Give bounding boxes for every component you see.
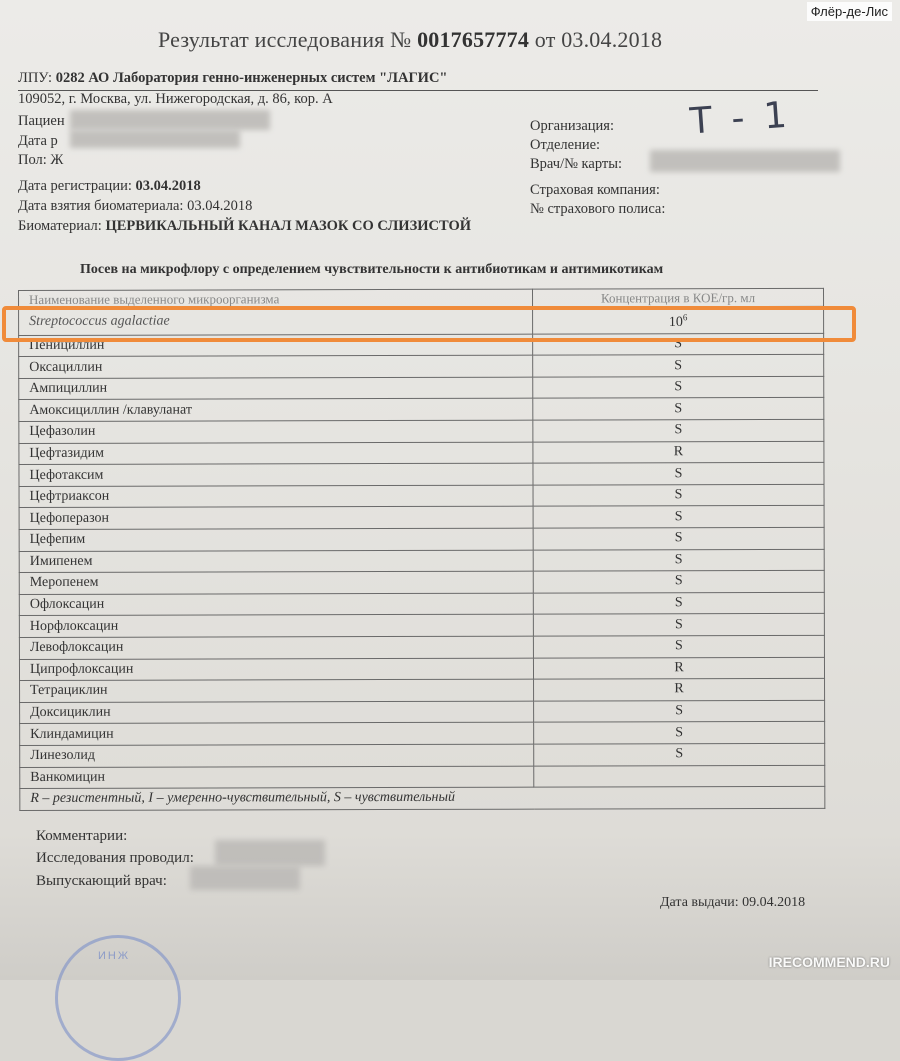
antibiotic-name: Цефотаксим xyxy=(19,463,533,486)
table-row xyxy=(20,679,825,703)
lpu-value: 0282 АО Лаборатория генно-инженерных систем "ЛАГИС" xyxy=(55,70,448,86)
table-row xyxy=(20,700,825,724)
document-title xyxy=(158,27,662,53)
sensitivity-value: S xyxy=(533,549,824,571)
antibiotic-name: Цефазолин xyxy=(19,420,533,443)
sensitivity-value: S xyxy=(533,333,824,355)
policy-label: № страхового полиса: xyxy=(530,201,666,217)
table-row xyxy=(19,463,824,487)
insurance-label: Страховая компания: xyxy=(530,182,660,198)
antibiotic-name: Ципрофлоксацин xyxy=(19,658,533,681)
sensitivity-value: S xyxy=(533,527,824,549)
table-row xyxy=(19,506,824,530)
table-row xyxy=(19,657,824,681)
redacted-doctor xyxy=(650,150,840,172)
sex-line xyxy=(18,152,63,169)
antibiotic-name: Цефтазидим xyxy=(19,442,533,465)
col-concentration-header: Концентрация в КОЕ/гр. мл xyxy=(532,288,823,307)
sensitivity-value: S xyxy=(533,355,824,377)
legend-text: R – резистентный, I – умеренно-чувствительный, S – чувствительный xyxy=(20,787,825,811)
table-row xyxy=(19,549,824,573)
lpu-label: ЛПУ: xyxy=(18,70,53,86)
title-prefix: Результат исследования № xyxy=(158,27,412,52)
organism-name: Streptococcus agalactiae xyxy=(19,307,533,335)
antibiotic-name: Имипенем xyxy=(19,550,533,573)
sensitivity-value: S xyxy=(533,376,824,398)
table-row xyxy=(19,635,824,659)
antibiotic-name: Меропенем xyxy=(19,571,533,594)
table-row xyxy=(19,376,824,400)
antibiotic-name: Ванкомицин xyxy=(20,766,534,789)
antibiotic-name: Пенициллин xyxy=(19,334,533,357)
table-row xyxy=(19,592,824,616)
issuing-doctor-label: Выпускающий врач: xyxy=(36,873,167,889)
sensitivity-value: S xyxy=(533,614,824,636)
antibiotic-name: Цефоперазон xyxy=(19,507,533,530)
sensitivity-value: S xyxy=(533,635,824,657)
section-title: Посев на микрофлору с определением чувствительности к антибиотикам и антимикотикам xyxy=(80,262,664,277)
table-row xyxy=(19,614,824,638)
registration-date-label: Дата регистрации: xyxy=(18,178,132,194)
sensitivity-value: S xyxy=(534,743,825,765)
table-row xyxy=(19,355,824,379)
sample-date-label: Дата взятия биоматериала: xyxy=(18,198,184,214)
table-row xyxy=(20,743,825,767)
sensitivity-value: S xyxy=(533,592,824,614)
sample-date-line xyxy=(18,198,252,215)
antibiotic-name: Цефтриаксон xyxy=(19,485,533,508)
sensitivity-value: S xyxy=(533,506,824,528)
legend-row xyxy=(20,787,825,811)
sensitivity-value: S xyxy=(533,398,824,420)
table-row xyxy=(19,398,824,422)
table-row xyxy=(19,484,824,508)
antibiotic-name: Клиндамицин xyxy=(20,722,534,745)
antibiotic-name: Ампициллин xyxy=(19,377,533,400)
sex-value: Ж xyxy=(50,152,64,168)
col-organism-header: Наименование выделенного микроорганизма xyxy=(19,289,533,308)
results-table xyxy=(18,288,825,811)
sensitivity-value: S xyxy=(534,722,825,744)
sensitivity-value: R xyxy=(534,679,825,701)
antibiotic-name: Левофлоксацин xyxy=(19,636,533,659)
handwritten-note: Т - 1 xyxy=(688,94,793,143)
patient-label: Пациен xyxy=(18,113,65,129)
antibiotic-name: Цефепим xyxy=(19,528,533,551)
antibiotic-name: Линезолид xyxy=(20,744,534,767)
highlight-frame xyxy=(2,306,856,342)
antibiotic-name: Тетрациклин xyxy=(20,679,534,702)
sensitivity-value: R xyxy=(533,441,824,463)
performed-by-label: Исследования проводил: xyxy=(36,850,194,866)
table-row xyxy=(19,571,824,595)
table-row xyxy=(19,527,824,551)
sex-label: Пол: xyxy=(18,152,47,168)
sensitivity-value: S xyxy=(534,700,825,722)
concentration-exponent: 6 xyxy=(682,312,688,323)
biomaterial-line xyxy=(18,218,471,235)
sensitivity-value: S xyxy=(533,484,824,506)
sensitivity-value xyxy=(534,765,825,787)
department-label: Отделение: xyxy=(530,137,601,153)
redacted-issuing-doctor xyxy=(190,866,300,890)
organization-label: Организация: xyxy=(530,118,615,134)
issue-date-value: 09.04.2018 xyxy=(742,895,806,910)
table-row xyxy=(20,765,825,789)
dob-label: Дата р xyxy=(18,133,58,149)
lab-address: 109052, г. Москва, ул. Нижегородская, д. 86, кор. А xyxy=(18,91,333,107)
biomaterial-value: ЦЕРВИКАЛЬНЫЙ КАНАЛ МАЗОК СО СЛИЗИСТОЙ xyxy=(105,218,472,234)
registration-date-value: 03.04.2018 xyxy=(135,178,201,194)
issue-date-line xyxy=(660,895,805,911)
site-watermark: IRECOMMEND.RU xyxy=(768,954,890,970)
sensitivity-value: R xyxy=(533,657,824,679)
sample-date-value: 03.04.2018 xyxy=(187,198,253,214)
doctor-card-label: Врач/№ карты: xyxy=(530,156,622,172)
antibiotic-name: Офлоксацин xyxy=(19,593,533,616)
concentration-base: 10 xyxy=(668,314,683,330)
comments-label: Комментарии: xyxy=(36,828,128,844)
lpu-line xyxy=(18,70,447,87)
corner-watermark: Флёр-де-Лис xyxy=(807,2,892,21)
table-row xyxy=(20,722,825,746)
redacted-patient-name xyxy=(70,110,270,130)
antibiotic-name: Амоксициллин /клавуланат xyxy=(19,399,533,422)
issue-date-label: Дата выдачи: xyxy=(660,895,739,910)
sensitivity-value: S xyxy=(533,419,824,441)
table-row xyxy=(19,419,824,443)
result-number: 0017657774 xyxy=(417,27,530,52)
table-row xyxy=(19,441,824,465)
result-date: от 03.04.2018 xyxy=(534,27,663,52)
antibiotic-name: Оксациллин xyxy=(19,355,533,378)
redacted-dob xyxy=(70,130,240,148)
seal-stamp-text: ИНЖ xyxy=(98,950,131,962)
sensitivity-value: S xyxy=(533,571,824,593)
biomaterial-label: Биоматериал: xyxy=(18,218,102,234)
antibiotic-name: Доксициклин xyxy=(20,701,534,724)
antibiotic-name: Норфлоксацин xyxy=(19,615,533,638)
redacted-performer xyxy=(215,840,325,866)
registration-date-line xyxy=(18,178,201,195)
sensitivity-value: S xyxy=(533,463,824,485)
